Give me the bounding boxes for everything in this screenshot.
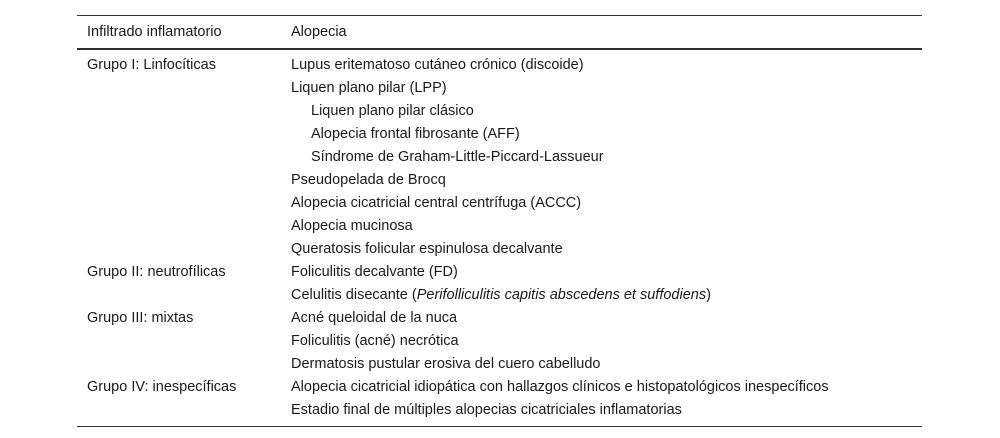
table-row: [77, 100, 922, 123]
alopecia-cell: Lupus eritematoso cutáneo crónico (discoide): [291, 57, 584, 73]
table-row: [77, 376, 922, 399]
table-row: [77, 146, 922, 169]
table-row: [77, 215, 922, 238]
table-row: [77, 123, 922, 146]
alopecia-cell: Pseudopelada de Brocq: [291, 172, 446, 188]
alopecia-cell: Estadio final de múltiples alopecias cicatriciales inflamatorias: [291, 402, 682, 418]
cell-text-italic: Perifolliculitis capitis abscedens et suffodiens: [416, 287, 707, 303]
table-row: [77, 307, 922, 330]
alopecia-cell: Acné queloidal de la nuca: [291, 310, 458, 326]
table-row: [77, 353, 922, 376]
group-label: Grupo II: neutrofílicas: [87, 264, 226, 280]
cell-text-prefix: Celulitis disecante (: [291, 287, 417, 303]
table-body: [77, 50, 922, 426]
table-header-row: [77, 16, 922, 48]
alopecia-subtype-cell: Síndrome de Graham-Little-Piccard-Lassueur: [311, 149, 604, 165]
table-bottom-rule: [77, 426, 922, 427]
cell-text-suffix: ): [706, 287, 711, 303]
table-row: [77, 284, 922, 307]
table-row: [77, 54, 922, 77]
alopecia-cell: Alopecia cicatricial central centrífuga (ACCC): [291, 195, 582, 211]
table-row: [77, 192, 922, 215]
header-alopecia: Alopecia: [291, 24, 347, 40]
alopecia-cell: [291, 287, 922, 303]
alopecia-cell: Queratosis folicular espinulosa decalvante: [291, 241, 563, 257]
alopecia-classification-table: [77, 15, 922, 427]
table-row: [77, 77, 922, 100]
table-row: [77, 261, 922, 284]
group-label: Grupo IV: inespecíficas: [87, 379, 237, 395]
alopecia-cell: Dermatosis pustular erosiva del cuero cabelludo: [291, 356, 601, 372]
alopecia-subtype-cell: Liquen plano pilar clásico: [311, 103, 474, 119]
alopecia-cell: Foliculitis decalvante (FD): [291, 264, 458, 280]
alopecia-cell: Alopecia cicatricial idiopática con hallazgos clínicos e histopatológicos inespecíficos: [291, 379, 829, 395]
group-label: Grupo I: Linfocíticas: [87, 57, 216, 73]
table-row: [77, 330, 922, 353]
alopecia-cell: Alopecia mucinosa: [291, 218, 413, 234]
alopecia-cell: Foliculitis (acné) necrótica: [291, 333, 459, 349]
table-row: [77, 238, 922, 261]
alopecia-cell: Liquen plano pilar (LPP): [291, 80, 447, 96]
group-label: Grupo III: mixtas: [87, 310, 194, 326]
alopecia-subtype-cell: Alopecia frontal fibrosante (AFF): [311, 126, 520, 142]
header-infiltrado: Infiltrado inflamatorio: [87, 24, 222, 40]
table-row: [77, 169, 922, 192]
table-row: [77, 399, 922, 422]
